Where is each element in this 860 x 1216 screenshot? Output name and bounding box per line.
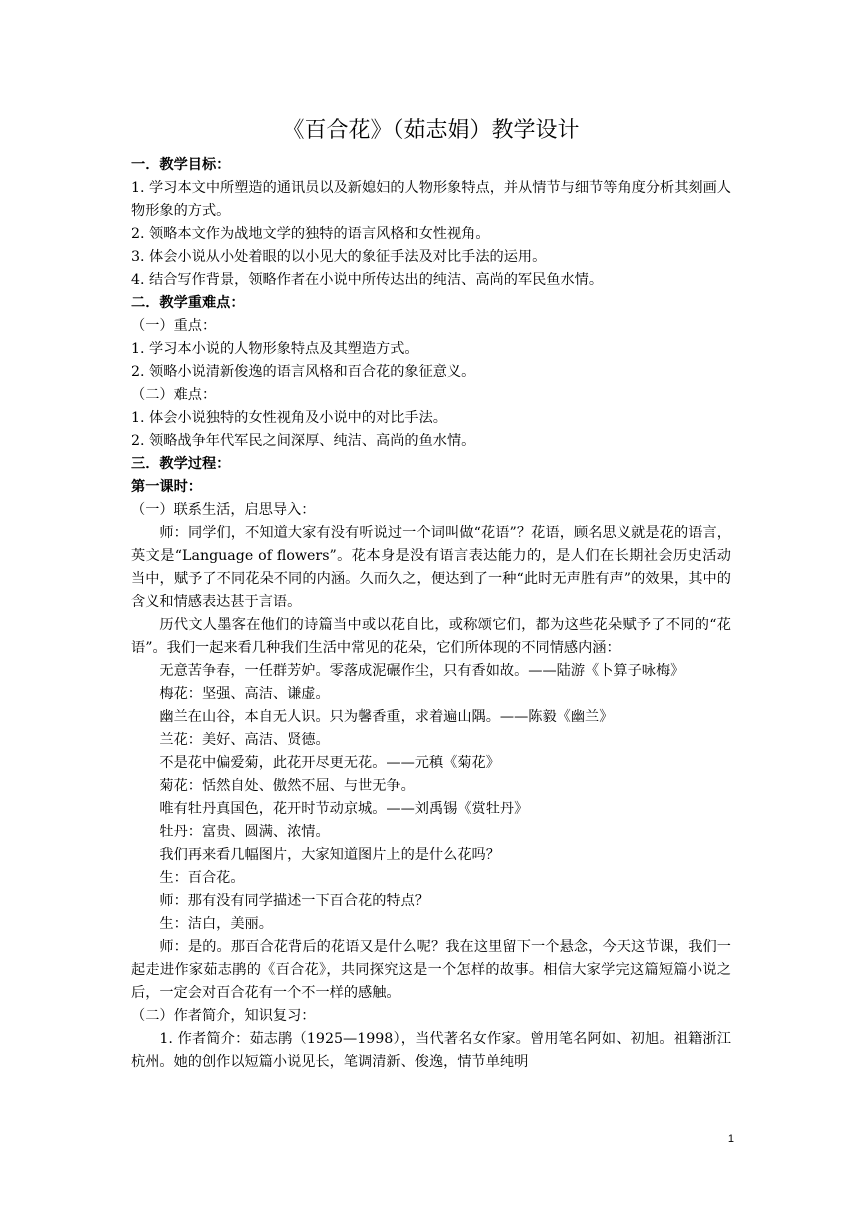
subheading-difficult: （二）难点： xyxy=(131,387,217,403)
paragraph: 师：是的。那百合花背后的花语又是什么呢？我在这里留下一个悬念，今天这节课，我们一起走进作家茹志鹃的《百合花》，共同探究这是一个怎样的故事。相信大家学完这篇短篇小说之后，一定会对百合花有一个不一样的感触。 xyxy=(131,939,731,1001)
subheading-key: （一）重点： xyxy=(131,318,217,334)
flower-meaning: 梅花：坚强、高洁、谦虚。 xyxy=(159,686,330,702)
paragraph: 1. 作者简介：茹志鹃（1925—1998），当代著名女作家。曾用笔名阿如、初旭。祖籍浙江杭州。她的创作以短篇小说见长，笔调清新、俊逸，情节单纯明 xyxy=(131,1031,731,1070)
difficulty-item: 2. 领略战争年代军民之间深厚、纯洁、高尚的鱼水情。 xyxy=(131,433,476,449)
paragraph: 历代文人墨客在他们的诗篇当中或以花自比，或称颂它们，都为这些花朵赋予了不同的“花语”。我们一起来看几种我们生活中常见的花朵，它们所体现的不同情感内涵： xyxy=(131,617,731,656)
difficulty-item: 1. 体会小说独特的女性视角及小说中的对比手法。 xyxy=(131,410,447,426)
dialogue-line: 师：那有没有同学描述一下百合花的特点？ xyxy=(159,893,429,909)
page-number: 1 xyxy=(727,1133,734,1145)
paragraph: 师：同学们，不知道大家有没有听说过一个词叫做“花语”？花语，顾名思义就是花的语言，英文是“Language of flowers”。花本身是没有语言表达能力的，是人们在长期社会历史活动当中，赋予了不同花朵不同的内涵。久而久之，便达到了一种“此时无声胜有声”的效果，其中的含义和情感表达甚于言语。 xyxy=(131,525,731,610)
dialogue-line: 我们再来看几幅图片，大家知道图片上的是什么花吗？ xyxy=(159,847,500,863)
section-heading-process: 三．教学过程： xyxy=(131,456,231,472)
section-heading-objectives: 一．教学目标： xyxy=(131,157,231,173)
keypoint-item: 2. 领略小说清新俊逸的语言风格和百合花的象征意义。 xyxy=(131,364,476,380)
objective-item: 3. 体会小说从小处着眼的以小见大的象征手法及对比手法的运用。 xyxy=(131,249,547,265)
flower-meaning: 兰花：美好、高洁、贤德。 xyxy=(159,732,330,748)
dialogue-line: 生：洁白，美丽。 xyxy=(159,916,273,932)
objective-item: 2. 领略本文作为战地文学的独特的语言风格和女性视角。 xyxy=(131,226,490,242)
step-heading: （二）作者简介，知识复习： xyxy=(131,1008,316,1024)
step-heading: （一）联系生活，启思导入： xyxy=(131,502,316,518)
poem-line: 唯有牡丹真国色，花开时节动京城。——刘禹锡《赏牡丹》 xyxy=(159,801,529,817)
section-heading-keypoints: 二．教学重难点： xyxy=(131,295,245,311)
page-title: 《百合花》（茹志娟）教学设计 xyxy=(282,118,580,143)
objective-item: 1. 学习本文中所塑造的通讯员以及新媳妇的人物形象特点，并从情节与细节等角度分析其刻画人物形象的方式。 xyxy=(131,180,731,219)
poem-line: 无意苦争春，一任群芳妒。零落成泥碾作尘，只有香如故。——陆游《卜算子咏梅》 xyxy=(159,663,685,679)
keypoint-item: 1. 学习本小说的人物形象特点及其塑造方式。 xyxy=(131,341,419,357)
document-page xyxy=(131,116,731,1074)
dialogue-line: 生：百合花。 xyxy=(159,870,245,886)
lesson-heading: 第一课时： xyxy=(131,479,202,495)
poem-line: 幽兰在山谷，本自无人识。只为馨香重，求着遍山隅。——陈毅《幽兰》 xyxy=(159,709,614,725)
flower-meaning: 菊花：恬然自处、傲然不屈、与世无争。 xyxy=(159,778,415,794)
flower-meaning: 牡丹：富贵、圆满、浓情。 xyxy=(159,824,330,840)
objective-item: 4. 结合写作背景，领略作者在小说中所传达出的纯洁、高尚的军民鱼水情。 xyxy=(131,272,604,288)
poem-line: 不是花中偏爱菊，此花开尽更无花。——元稹《菊花》 xyxy=(159,755,500,771)
